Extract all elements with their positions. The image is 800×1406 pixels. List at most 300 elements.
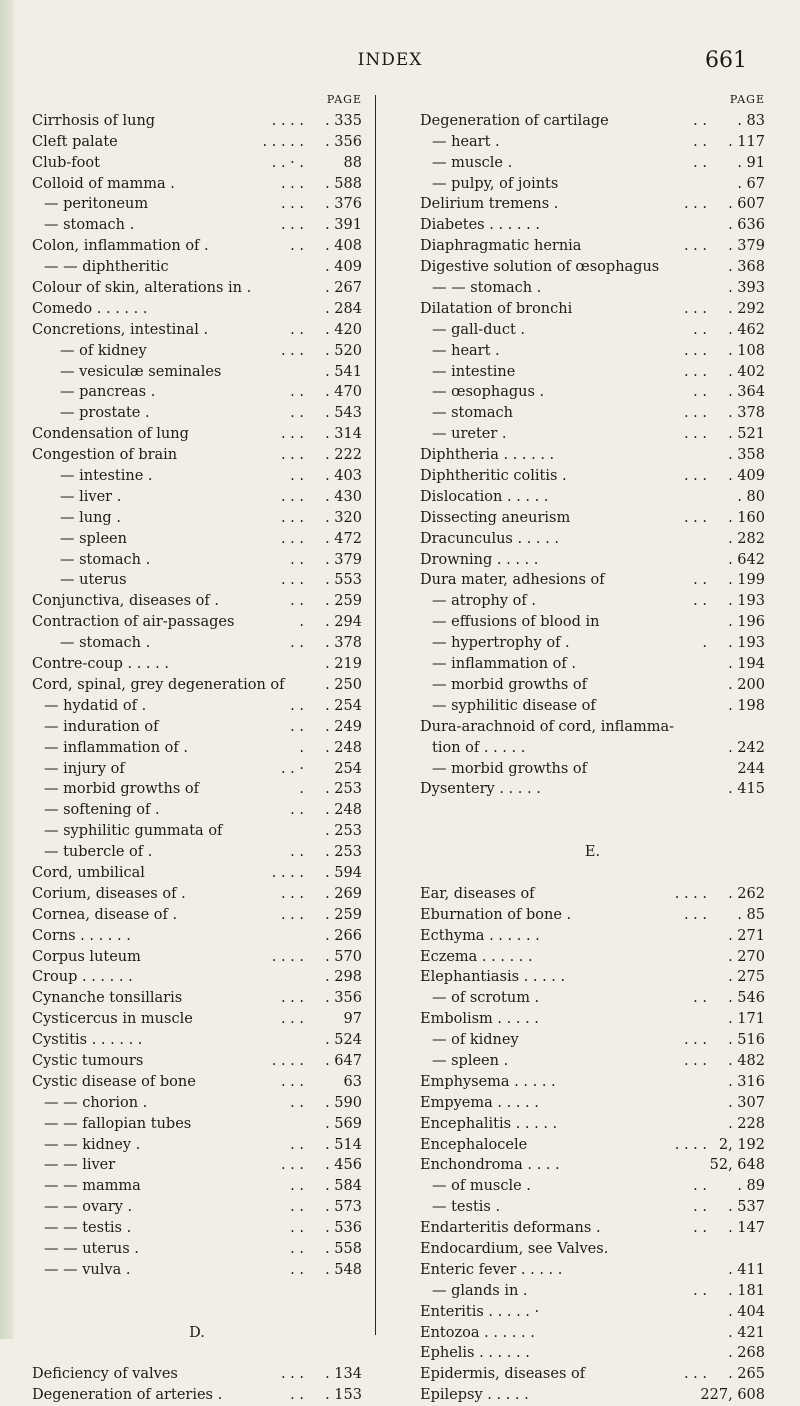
leader-dots: . . . bbox=[683, 1366, 707, 1383]
leader-dots: . . bbox=[290, 635, 304, 652]
entry-page-number: . 482 bbox=[728, 1052, 765, 1069]
entry-page-number: . 570 bbox=[325, 948, 362, 965]
index-entry bbox=[420, 1260, 765, 1281]
index-entry bbox=[420, 466, 765, 487]
entry-label: — intestine bbox=[432, 363, 516, 380]
leader-dots: . . . bbox=[280, 530, 304, 547]
index-entry bbox=[32, 1239, 362, 1260]
page-number: 661 bbox=[705, 48, 747, 73]
entry-page-number: . 421 bbox=[728, 1324, 765, 1341]
entry-page-number: . 558 bbox=[325, 1240, 362, 1257]
index-entry bbox=[420, 947, 765, 968]
entry-label: Dissecting aneurism bbox=[420, 509, 571, 526]
entry-label: Diphtheria . . . . . . bbox=[420, 447, 555, 464]
entry-page-number: . 259 bbox=[325, 593, 362, 610]
index-entry bbox=[420, 759, 765, 780]
index-entry bbox=[32, 570, 362, 591]
leader-dots: . . . bbox=[683, 906, 707, 923]
entry-label: — softening of . bbox=[44, 802, 160, 819]
leader-dots: . . . bbox=[683, 405, 707, 422]
leader-dots: . . . bbox=[683, 1052, 707, 1069]
leader-dots: . . . . bbox=[674, 1136, 707, 1153]
leader-dots: . . bbox=[290, 697, 304, 714]
index-entry bbox=[32, 675, 362, 696]
index-entry bbox=[32, 1093, 362, 1114]
index-entry bbox=[420, 1051, 765, 1072]
entry-label: — morbid growths of bbox=[432, 760, 587, 777]
entry-page-number: . 193 bbox=[728, 635, 765, 652]
entry-label: Emphysema . . . . . bbox=[420, 1073, 556, 1090]
index-entry bbox=[32, 1364, 362, 1385]
entry-page-number: . 199 bbox=[728, 572, 765, 589]
entry-page-number: . 462 bbox=[728, 321, 765, 338]
index-entry bbox=[32, 215, 362, 236]
leader-dots: . . bbox=[290, 1220, 304, 1237]
entry-page-number: . 294 bbox=[325, 614, 362, 631]
index-entry bbox=[32, 988, 362, 1009]
entry-label: — of scrotum . bbox=[432, 990, 540, 1007]
entry-label: Cystitis . . . . . . bbox=[32, 1032, 143, 1049]
leader-dots: . . bbox=[693, 133, 707, 150]
entry-label: — — fallopian tubes bbox=[44, 1115, 192, 1132]
entry-page-number: . 147 bbox=[728, 1220, 765, 1237]
entry-page-number: . 376 bbox=[325, 196, 362, 213]
index-entry bbox=[32, 1072, 362, 1093]
leader-dots: . . bbox=[290, 718, 304, 735]
entry-label: — — chorion . bbox=[44, 1094, 148, 1111]
leader-dots: . . bbox=[290, 1136, 304, 1153]
entry-page-number: . 379 bbox=[325, 551, 362, 568]
section-letter-heading: E. bbox=[584, 844, 601, 861]
entry-page-number: . 254 bbox=[325, 697, 362, 714]
entry-label: — pulpy, of joints bbox=[432, 175, 559, 192]
index-entry bbox=[32, 132, 362, 153]
entry-label: — — stomach . bbox=[432, 280, 542, 297]
entry-page-number: . 222 bbox=[325, 447, 362, 464]
entry-page-number: . 193 bbox=[728, 593, 765, 610]
index-entry bbox=[32, 1197, 362, 1218]
entry-page-number: . 316 bbox=[728, 1073, 765, 1090]
entry-label: — effusions of blood in bbox=[432, 614, 600, 631]
entry-label: Endarteritis deformans . bbox=[420, 1220, 601, 1237]
blank-line bbox=[32, 1281, 362, 1302]
index-entry bbox=[32, 863, 362, 884]
entry-page-number: . 420 bbox=[325, 321, 362, 338]
leader-dots: . . bbox=[290, 1261, 304, 1278]
index-entry bbox=[420, 445, 765, 466]
leader-dots: . . . bbox=[280, 447, 304, 464]
entry-page-number: . 267 bbox=[325, 280, 362, 297]
entry-label: Ear, diseases of bbox=[420, 885, 535, 902]
entry-label: — peritoneum bbox=[44, 196, 149, 213]
entry-page-number: . 358 bbox=[728, 447, 765, 464]
entry-page-number: . 543 bbox=[325, 405, 362, 422]
entry-label: — spleen . bbox=[432, 1052, 509, 1069]
entry-page-number: . 403 bbox=[325, 468, 362, 485]
index-entry bbox=[32, 654, 362, 675]
leader-dots: . . . . bbox=[271, 948, 304, 965]
leader-dots: . . bbox=[290, 468, 304, 485]
entry-label: Corpus luteum bbox=[32, 948, 141, 965]
entry-label: — morbid growths of bbox=[432, 676, 587, 693]
leader-dots: . . bbox=[290, 802, 304, 819]
entry-page-number: . 200 bbox=[728, 676, 765, 693]
entry-label: Cord, umbilical bbox=[32, 864, 145, 881]
entry-label: Croup . . . . . . bbox=[32, 969, 133, 986]
entry-page-number: . 402 bbox=[728, 363, 765, 380]
index-entry bbox=[32, 1260, 362, 1281]
leader-dots: . . bbox=[693, 572, 707, 589]
leader-dots: . . bbox=[290, 1094, 304, 1111]
entry-label: Condensation of lung bbox=[32, 426, 189, 443]
index-entry bbox=[420, 174, 765, 195]
entry-label: — — mamma bbox=[44, 1178, 141, 1195]
leader-dots: . . · bbox=[280, 760, 304, 777]
entry-page-number: . 647 bbox=[325, 1052, 362, 1069]
entry-page-number: 63 bbox=[343, 1073, 362, 1090]
entry-page-number: . 91 bbox=[737, 154, 765, 171]
entry-page-number: . 590 bbox=[325, 1094, 362, 1111]
entry-label: Dura-arachnoid of cord, inflamma- bbox=[420, 718, 675, 735]
index-entry bbox=[32, 278, 362, 299]
entry-page-number: . 269 bbox=[325, 885, 362, 902]
index-entry bbox=[420, 299, 765, 320]
entry-label: Cornea, disease of . bbox=[32, 906, 178, 923]
entry-page-number: . 266 bbox=[325, 927, 362, 944]
entry-label: Encephalitis . . . . . bbox=[420, 1115, 558, 1132]
entry-page-number: . 521 bbox=[728, 426, 765, 443]
leader-dots: . . . bbox=[683, 509, 707, 526]
index-entry bbox=[420, 1030, 765, 1051]
index-entry bbox=[32, 445, 362, 466]
index-entry bbox=[32, 1030, 362, 1051]
page-column-heading: PAGE bbox=[326, 93, 362, 106]
entry-label: Colour of skin, alterations in . bbox=[32, 280, 252, 297]
entry-label: — stomach . bbox=[44, 217, 135, 234]
entry-label: — intestine . bbox=[60, 468, 153, 485]
entry-page-number: . 472 bbox=[325, 530, 362, 547]
index-entry bbox=[420, 696, 765, 717]
leader-dots: . . . . bbox=[271, 112, 304, 129]
entry-page-number: . 271 bbox=[728, 927, 765, 944]
entry-page-number: 88 bbox=[343, 154, 362, 171]
entry-page-number: . 520 bbox=[325, 342, 362, 359]
entry-label: Contre-coup . . . . . bbox=[32, 656, 169, 673]
entry-label: — morbid growths of bbox=[44, 781, 199, 798]
entry-page-number: 97 bbox=[343, 1011, 362, 1028]
leader-dots: . . bbox=[290, 1178, 304, 1195]
entry-page-number: . 524 bbox=[325, 1032, 362, 1049]
index-entry bbox=[32, 153, 362, 174]
entry-page-number: . 548 bbox=[325, 1261, 362, 1278]
entry-page-number: . 298 bbox=[325, 969, 362, 986]
entry-label: Club-foot bbox=[32, 154, 100, 171]
index-entry bbox=[32, 717, 362, 738]
leader-dots: . . bbox=[693, 112, 707, 129]
entry-page-number: 52, 648 bbox=[709, 1157, 765, 1174]
leader-dots: . . . bbox=[280, 488, 304, 505]
entry-label: Delirium tremens . bbox=[420, 196, 559, 213]
leader-dots: . . . bbox=[280, 1157, 304, 1174]
entry-page-number: . 404 bbox=[728, 1303, 765, 1320]
leader-dots: . . . bbox=[280, 885, 304, 902]
right-column bbox=[420, 90, 765, 1406]
entry-page-number: . 242 bbox=[728, 739, 765, 756]
index-entry bbox=[32, 633, 362, 654]
entry-page-number: . 228 bbox=[728, 1115, 765, 1132]
entry-label: — — uterus . bbox=[44, 1240, 139, 1257]
index-entry bbox=[420, 738, 765, 759]
index-entry bbox=[420, 487, 765, 508]
entry-page-number: . 253 bbox=[325, 844, 362, 861]
index-entry bbox=[32, 905, 362, 926]
index-entry bbox=[420, 362, 765, 383]
index-entry bbox=[420, 1239, 765, 1260]
entry-page-number: . 265 bbox=[728, 1366, 765, 1383]
index-entry bbox=[32, 487, 362, 508]
entry-label: — glands in . bbox=[432, 1282, 528, 1299]
entry-label: Eburnation of bone . bbox=[420, 906, 572, 923]
entry-label: Endocardium, see Valves. bbox=[420, 1240, 609, 1257]
leader-dots: . bbox=[299, 781, 304, 798]
leader-dots: . . . bbox=[280, 1073, 304, 1090]
leader-dots: . . bbox=[693, 1220, 707, 1237]
leader-dots: . . . bbox=[280, 175, 304, 192]
entry-label: Concretions, intestinal . bbox=[32, 321, 209, 338]
entry-label: Congestion of brain bbox=[32, 447, 178, 464]
entry-label: Corns . . . . . . bbox=[32, 927, 131, 944]
index-entry bbox=[32, 779, 362, 800]
entry-label: Cleft palate bbox=[32, 133, 118, 150]
index-entry bbox=[32, 174, 362, 195]
entry-page-number: . 250 bbox=[325, 676, 362, 693]
entry-page-number: . 588 bbox=[325, 175, 362, 192]
leader-dots: . . . bbox=[683, 196, 707, 213]
index-entry bbox=[420, 257, 765, 278]
entry-page-number: . 134 bbox=[325, 1366, 362, 1383]
leader-dots: . . bbox=[290, 593, 304, 610]
entry-label: — — kidney . bbox=[44, 1136, 141, 1153]
index-entry bbox=[420, 654, 765, 675]
entry-page-number: . 198 bbox=[728, 697, 765, 714]
index-entry bbox=[32, 612, 362, 633]
index-entry bbox=[420, 1281, 765, 1302]
index-entry bbox=[420, 1323, 765, 1344]
leader-dots: . bbox=[702, 635, 707, 652]
entry-label: — muscle . bbox=[432, 154, 513, 171]
index-entry bbox=[420, 341, 765, 362]
index-entry bbox=[420, 1343, 765, 1364]
entry-label: Dislocation . . . . . bbox=[420, 488, 549, 505]
leader-dots: . . . bbox=[280, 342, 304, 359]
index-entry bbox=[32, 1051, 362, 1072]
left-entries bbox=[32, 111, 362, 1406]
section-letter-heading: D. bbox=[189, 1324, 205, 1341]
index-entry bbox=[32, 738, 362, 759]
leader-dots: . . bbox=[290, 1199, 304, 1216]
left-column bbox=[32, 90, 362, 1406]
entry-page-number: . 284 bbox=[325, 300, 362, 317]
entry-page-number: . 553 bbox=[325, 572, 362, 589]
entry-label: Ephelis . . . . . . bbox=[420, 1345, 530, 1362]
index-entry bbox=[420, 320, 765, 341]
entry-label: — — liver bbox=[44, 1157, 116, 1174]
column-divider bbox=[375, 95, 376, 1335]
entry-label: — atrophy of . bbox=[432, 593, 536, 610]
index-entry bbox=[32, 842, 362, 863]
leader-dots: . . bbox=[693, 990, 707, 1007]
leader-dots: . . . bbox=[280, 509, 304, 526]
entry-label: Elephantiasis . . . . . bbox=[420, 969, 566, 986]
blank-line bbox=[32, 1302, 362, 1323]
index-entry bbox=[32, 508, 362, 529]
entry-page-number: . 584 bbox=[325, 1178, 362, 1195]
index-entry bbox=[420, 1302, 765, 1323]
leader-dots: . . bbox=[290, 844, 304, 861]
entry-page-number: . 514 bbox=[325, 1136, 362, 1153]
leader-dots: . . . bbox=[683, 363, 707, 380]
index-entry bbox=[420, 1135, 765, 1156]
entry-label: Drowning . . . . . bbox=[420, 551, 539, 568]
index-entry bbox=[420, 884, 765, 905]
entry-label: — heart . bbox=[432, 133, 500, 150]
index-entry bbox=[32, 341, 362, 362]
leader-dots: . . · . bbox=[271, 154, 304, 171]
entry-label: Colon, inflammation of . bbox=[32, 238, 209, 255]
entry-page-number: . 594 bbox=[325, 864, 362, 881]
entry-label: Digestive solution of œsophagus bbox=[420, 259, 660, 276]
index-entry bbox=[420, 1072, 765, 1093]
entry-page-number: . 415 bbox=[728, 781, 765, 798]
index-entry bbox=[420, 529, 765, 550]
entry-label: — tubercle of . bbox=[44, 844, 153, 861]
entry-label: Cysticercus in muscle bbox=[32, 1011, 193, 1028]
blank-line bbox=[32, 1343, 362, 1364]
entry-label: Encephalocele bbox=[420, 1136, 528, 1153]
leader-dots: . . bbox=[290, 551, 304, 568]
index-entry bbox=[32, 759, 362, 780]
entry-page-number: . 248 bbox=[325, 802, 362, 819]
entry-label: — hydatid of . bbox=[44, 697, 147, 714]
entry-page-number: . 320 bbox=[325, 509, 362, 526]
entry-page-number: . 536 bbox=[325, 1220, 362, 1237]
index-entry bbox=[420, 1114, 765, 1135]
index-entry bbox=[420, 1218, 765, 1239]
index-entry bbox=[420, 633, 765, 654]
entry-label: — prostate . bbox=[60, 405, 150, 422]
leader-dots: . . . bbox=[280, 217, 304, 234]
entry-label: Diaphragmatic hernia bbox=[420, 238, 582, 255]
entry-label: Colloid of mamma . bbox=[32, 175, 175, 192]
entry-label: Deficiency of valves bbox=[32, 1366, 178, 1383]
entry-label: Empyema . . . . . bbox=[420, 1094, 539, 1111]
entry-page-number: . 636 bbox=[728, 217, 765, 234]
entry-page-number: . 153 bbox=[325, 1387, 362, 1404]
entry-label: — stomach . bbox=[60, 635, 151, 652]
index-entry bbox=[32, 194, 362, 215]
entry-page-number: . 219 bbox=[325, 656, 362, 673]
entry-page-number: . 282 bbox=[728, 530, 765, 547]
entry-label: Eczema . . . . . . bbox=[420, 948, 533, 965]
entry-page-number: . 378 bbox=[325, 635, 362, 652]
index-entry bbox=[32, 800, 362, 821]
entry-label: Diabetes . . . . . . bbox=[420, 217, 540, 234]
entry-page-number: . 430 bbox=[325, 488, 362, 505]
index-entry bbox=[420, 1197, 765, 1218]
entry-label: Dilatation of bronchi bbox=[420, 300, 573, 317]
entry-page-number: . 268 bbox=[728, 1345, 765, 1362]
index-entry bbox=[420, 1009, 765, 1030]
leader-dots: . . . bbox=[280, 990, 304, 1007]
entry-page-number: . 409 bbox=[325, 259, 362, 276]
leader-dots: . bbox=[299, 739, 304, 756]
index-entry bbox=[420, 153, 765, 174]
right-entries bbox=[420, 111, 765, 1406]
entry-page-number: . 356 bbox=[325, 990, 362, 1007]
leader-dots: . . bbox=[290, 405, 304, 422]
index-entry bbox=[32, 1009, 362, 1030]
index-entry bbox=[32, 1385, 362, 1406]
leader-dots: . . . . bbox=[674, 885, 707, 902]
entry-page-number: . 253 bbox=[325, 781, 362, 798]
index-entry bbox=[420, 1155, 765, 1176]
index-entry bbox=[32, 382, 362, 403]
entry-label: Enteritis . . . . . · bbox=[420, 1303, 540, 1320]
entry-label: Cynanche tonsillaris bbox=[32, 990, 183, 1007]
entry-page-number: . 411 bbox=[728, 1261, 765, 1278]
entry-page-number: 227, 608 bbox=[700, 1387, 765, 1404]
leader-dots: . . . bbox=[683, 426, 707, 443]
entry-page-number: . 569 bbox=[325, 1115, 362, 1132]
entry-label: Cord, spinal, grey degeneration of bbox=[32, 676, 285, 693]
entry-page-number: . 262 bbox=[728, 885, 765, 902]
page-column-heading: PAGE bbox=[729, 93, 765, 106]
index-entry bbox=[420, 1176, 765, 1197]
entry-label: — spleen bbox=[60, 530, 127, 547]
entry-page-number: . 171 bbox=[728, 1011, 765, 1028]
entry-label: — liver . bbox=[60, 488, 122, 505]
entry-page-number: . 335 bbox=[325, 112, 362, 129]
entry-page-number: . 368 bbox=[728, 259, 765, 276]
entry-label: — injury of bbox=[44, 760, 125, 777]
leader-dots: . . bbox=[693, 384, 707, 401]
entry-page-number: . 391 bbox=[325, 217, 362, 234]
entry-page-number: . 393 bbox=[728, 280, 765, 297]
entry-page-number: . 275 bbox=[728, 969, 765, 986]
index-entry bbox=[420, 779, 765, 800]
entry-label: — induration of bbox=[44, 718, 159, 735]
entry-page-number: . 117 bbox=[728, 133, 765, 150]
entry-label: Cirrhosis of lung bbox=[32, 112, 156, 129]
index-entry bbox=[32, 362, 362, 383]
entry-label: — uterus bbox=[60, 572, 127, 589]
leader-dots: . . bbox=[693, 593, 707, 610]
index-entry bbox=[32, 947, 362, 968]
index-entry bbox=[32, 1135, 362, 1156]
entry-page-number: . 470 bbox=[325, 384, 362, 401]
entry-label: — of kidney bbox=[432, 1032, 519, 1049]
entry-page-number: . 292 bbox=[728, 300, 765, 317]
entry-page-number: . 541 bbox=[325, 363, 362, 380]
leader-dots: . . bbox=[290, 1240, 304, 1257]
entry-page-number: . 160 bbox=[728, 509, 765, 526]
entry-page-number: . 356 bbox=[325, 133, 362, 150]
index-entry bbox=[420, 382, 765, 403]
entry-page-number: . 89 bbox=[737, 1178, 765, 1195]
leader-dots: . . bbox=[693, 154, 707, 171]
entry-label: Enchondroma . . . . bbox=[420, 1157, 560, 1174]
entry-label: Comedo . . . . . . bbox=[32, 300, 148, 317]
